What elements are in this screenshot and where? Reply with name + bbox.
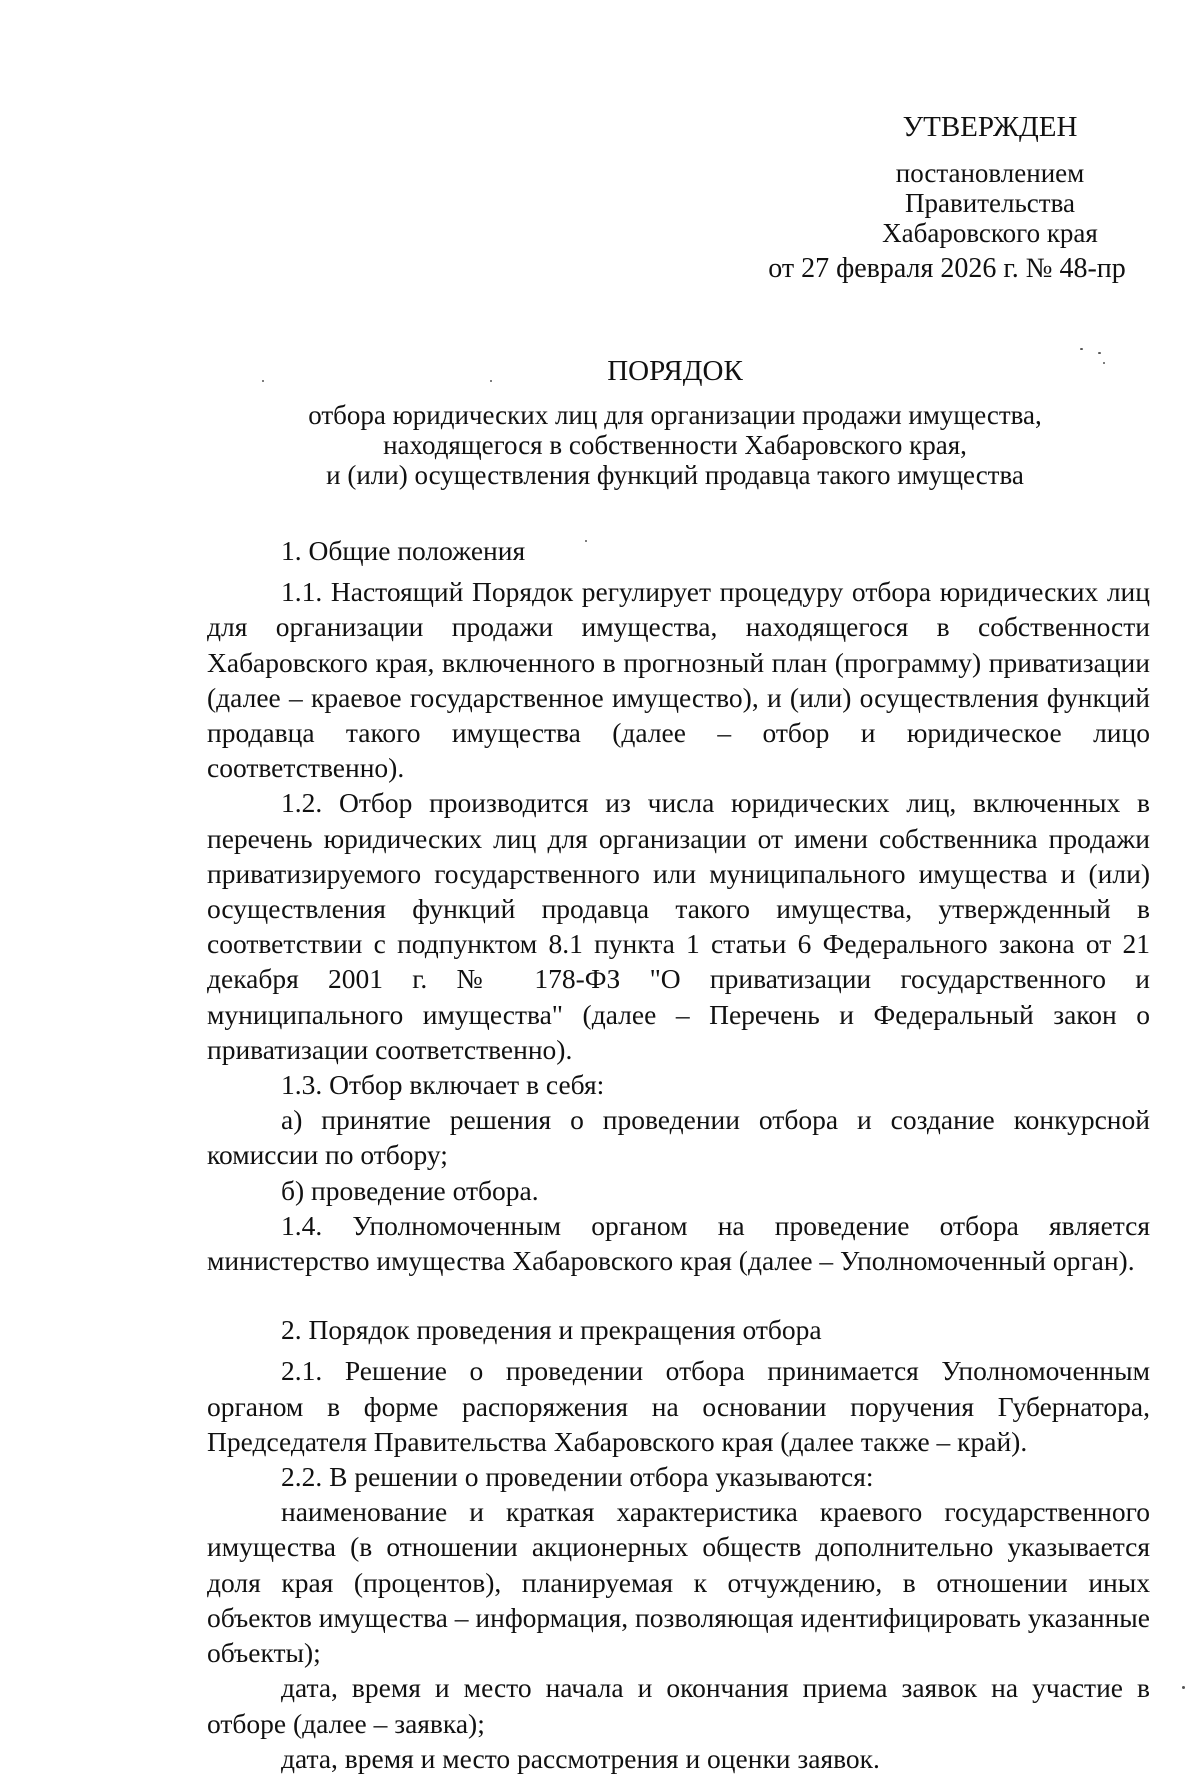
section-heading-2: 2. Порядок проведения и прекращения отбора [281, 1314, 822, 1346]
scan-speck [490, 380, 492, 382]
scan-speck [262, 380, 264, 382]
paragraph-1-4: 1.4. Уполномоченным органом на проведение отбора является министерство имущества Хабаровского края (далее – Уполномоченный орган). [207, 1209, 1150, 1277]
document-subtitle-line-2: находящегося в собственности Хабаровского края, [383, 430, 967, 460]
paragraph-1-3-a: а) принятие решения о проведении отбора и создание конкурсной комиссии по отбору; [207, 1104, 1150, 1171]
approval-heading: УТВЕРЖДЕН [902, 111, 1078, 143]
paragraph-1-3: 1.3. Отбор включает в себя: [281, 1069, 605, 1101]
scan-speck [1080, 348, 1083, 350]
paragraph-2-1: 2.1. Решение о проведении отбора принимается Уполномоченным органом в форме распоряжения на основании поручения Губернатора, Председателя Правительства Хабаровского края (далее также – край). [207, 1355, 1150, 1457]
approval-date: от 27 февраля 2026 г. № 48-пр [768, 253, 1126, 284]
document-subtitle-line-1: отбора юридических лиц для организации продажи имущества, [308, 400, 1042, 430]
scan-speck [585, 540, 587, 542]
paragraph-1-3-b: б) проведение отбора. [281, 1174, 539, 1206]
paragraph-2-2-b: дата, время и место начала и окончания приема заявок на участие в отборе (далее – заявка); [207, 1672, 1150, 1739]
approval-line-1: постановлением [895, 158, 1085, 188]
paragraph-2-2: 2.2. В решении о проведении отбора указываются: [281, 1461, 874, 1493]
paragraph-2-2-a: наименование и краткая характеристика краевого государственного имущества (в отношении акционерных обществ дополнительно указывается доля края (процентов), планируемая к отчуждению, в отношении иных объектов имущества – информация, позволяющая идентифицировать указанные объекты); [207, 1496, 1150, 1669]
approval-line-3: Хабаровского края [882, 218, 1098, 248]
paragraph-1-1: 1.1. Настоящий Порядок регулирует процедуру отбора юридических лиц для организации продажи имущества, находящегося в собственности Хабаровского края, включенного в прогнозный план (программу) приватизации (далее – краевое государственное имущество), и (или) осуществления функций продавца такого имущества (далее – отбор и юридическое лицо соответственно). [207, 576, 1150, 784]
document-title: ПОРЯДОК [607, 355, 743, 387]
document-title-block [200, 354, 1150, 490]
paragraph-2-2-c: дата, время и место рассмотрения и оценки заявок. [281, 1742, 880, 1774]
approval-block [740, 112, 1160, 284]
scan-speck [1182, 1686, 1185, 1689]
paragraph-1-2: 1.2. Отбор производится из числа юридических лиц, включенных в перечень юридических лиц для организации от имени собственника продажи приватизируемого государственного или муниципального имущества и (или) осуществления функций продавца такого имущества, утвержденный в соответствии с подпунктом 8.1 пункта 1 статьи 6 Федерального закона от 21 декабря 2001 г. № 178-ФЗ "О приватизации государственного и муниципального имущества" (далее – Перечень и Федеральный закон о приватизации соответственно). [207, 787, 1150, 1065]
scan-speck [1098, 352, 1101, 354]
document-subtitle-line-3: и (или) осуществления функций продавца такого имущества [326, 460, 1024, 490]
scan-speck [1103, 362, 1105, 364]
section-heading-1: 1. Общие положения [281, 535, 526, 566]
approval-line-2: Правительства [905, 188, 1075, 218]
document-body [207, 533, 1150, 1776]
